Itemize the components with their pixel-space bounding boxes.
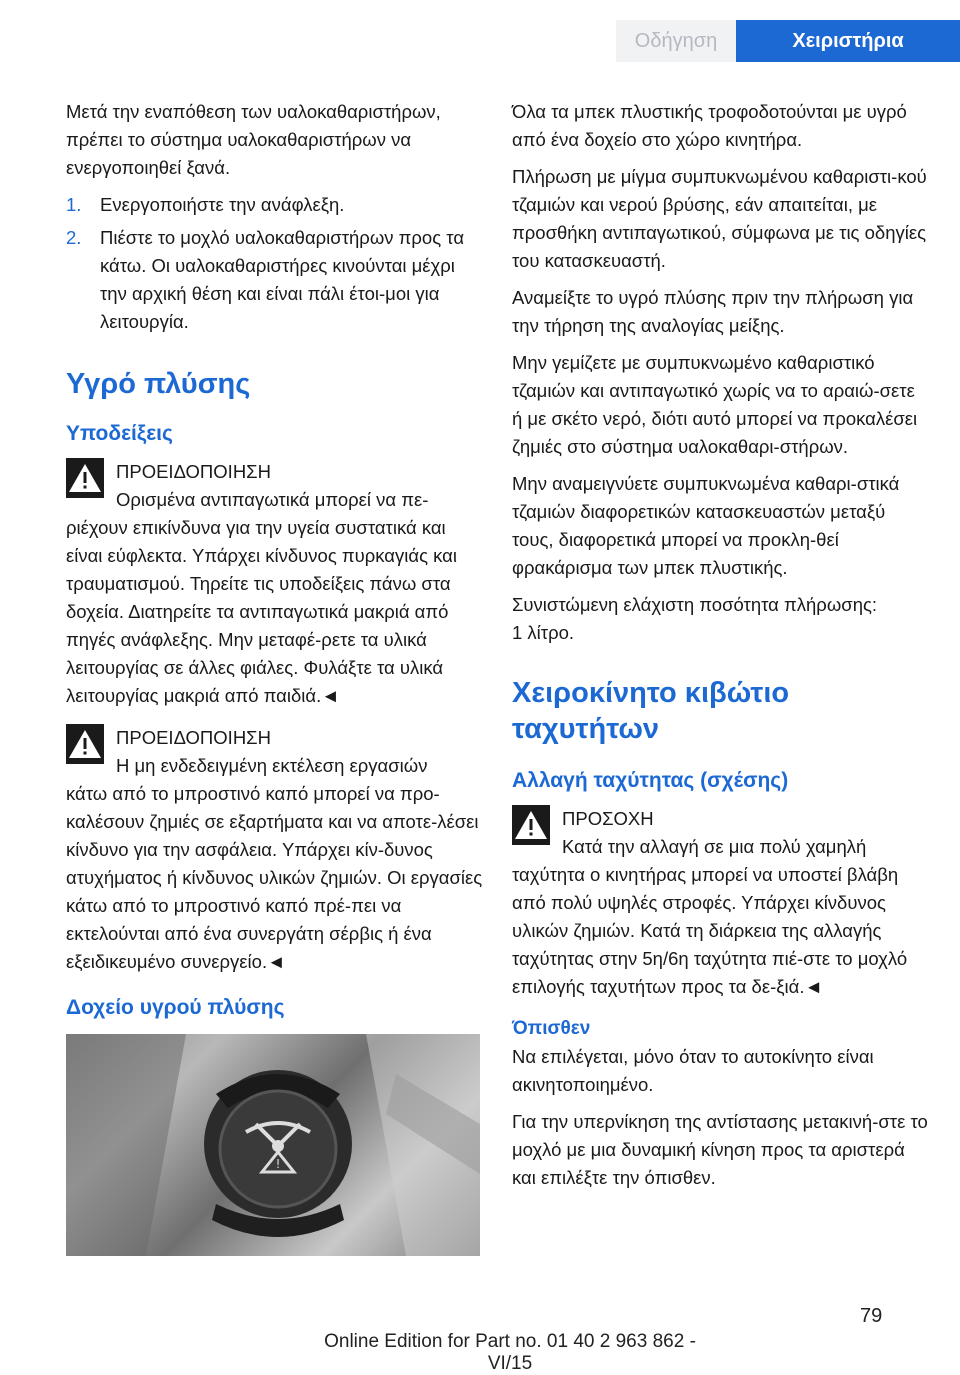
warning-first-line: Η μη ενδεδειγμένη εκτέλεση εργασιών (116, 755, 428, 776)
warning-notice (66, 724, 484, 976)
svg-text:!: ! (275, 1157, 281, 1171)
warning-triangle-icon (66, 458, 104, 498)
subheading-reverse: Όπισθεν (512, 1018, 591, 1039)
step-number: 1. (66, 194, 82, 215)
min-fill-paragraph (512, 591, 930, 647)
subheading-gear-change: Αλλαγή ταχύτητας (σχέσης) (512, 769, 789, 792)
step-text: Ενεργοποιήστε την ανάφλεξη. (100, 194, 345, 215)
min-fill-label: Συνιστώμενη ελάχιστη ποσότητα πλήρωσης: (512, 594, 878, 615)
chapter-tabs (616, 20, 960, 62)
caution-title: ΠΡΟΣΟΧΗ (562, 808, 654, 829)
paragraph: Για την υπερνίκηση της αντίστασης μετακινή-στε το μοχλό με μια δυναμική κίνηση προς τα αριστερά και επιλέξτε την όπισθεν. (512, 1111, 928, 1188)
paragraph: Να επιλέγεται, μόνο όταν το αυτοκίνητο είναι ακινητοποιημένο. (512, 1046, 874, 1095)
caution-notice (512, 805, 930, 1001)
paragraph: Πλήρωση με μίγμα συμπυκνωμένου καθαριστι-κού τζαμιών και νερού βρύσης, εάν απαιτείται, με προσθήκη αντιπαγωτικού, σύμφωνα με τις οδηγίες του κατασκευαστή. (512, 166, 927, 271)
paragraph: Όλα τα μπεκ πλυστικής τροφοδοτούνται με υγρό από ένα δοχείο στο χώρο κινητήρα. (512, 101, 907, 150)
warning-first-line: Ορισμένα αντιπαγωτικά μπορεί να πε- (116, 489, 429, 510)
warning-notice (66, 458, 484, 710)
caution-first-line: Κατά την αλλαγή σε μια πολύ χαμηλή (562, 836, 867, 857)
warning-title: ΠΡΟΕΙΔΟΠΟΙΗΣΗ (116, 727, 271, 748)
washer-tank-photo (66, 1034, 480, 1256)
subheading-hints: Υποδείξεις (66, 422, 173, 445)
subheading-washer-tank: Δοχείο υγρού πλύσης (66, 996, 285, 1019)
section-title-manual-gearbox: Χειροκίνητο κιβώτιο ταχυτήτων (512, 677, 790, 745)
warning-body: ριέχουν επικίνδυνα για την υγεία συστατικά και είναι εύφλεκτα. Υπάρχει κίνδυνος πυρκαγιάς και τραυματισμού. Τηρείτε τις υποδείξεις πάνω στα δοχεία. Διατηρείτε τα αντιπαγωτικά μακριά από πηγές ανάφλεξης. Μην μεταφέ-ρετε τα υλικά λειτουργίας σε άλλες φιάλες. Φυλάξτε τα υλικά λειτουργίας μακριά από παιδιά.◄ (66, 517, 457, 706)
left-column (66, 98, 484, 1256)
paragraph: Μην αναμειγνύετε συμπυκνωμένα καθαρι-στικά τζαμιών διαφορετικών κατασκευαστών μεταξύ τους, διαφορετικά μπορεί να προκλη-θεί φρακάρισμα των μπεκ πλυστικής. (512, 473, 900, 578)
right-column (512, 98, 930, 1201)
paragraph: Μην γεμίζετε με συμπυκνωμένο καθαριστικό τζαμιών και αντιπαγωτικό χωρίς να το αραιώ-σετε ή με σκέτο νερό, διότι αυτό μπορεί να προκαλέσει ζημιές στο σύστημα υαλοκαθαρι-στήρων. (512, 352, 918, 457)
tab-controls[interactable]: Χειριστήρια (736, 20, 960, 62)
section-title-washer-fluid: Υγρό πλύσης (66, 368, 251, 400)
caution-body: ταχύτητα ο κινητήρας μπορεί να υποστεί βλάβη από πολύ υψηλές στροφές. Υπάρχει κίνδυνος υλικών ζημιών. Κατά τη διάρκεια της αλλαγής ταχύτητας στην 5η/6η ταχύτητα πιέ-στε το μοχλό επιλογής ταχυτήτων προς τα δε-ξιά.◄ (512, 864, 908, 997)
warning-triangle-icon (66, 724, 104, 764)
step-text: Πιέστε το μοχλό υαλοκαθαριστήρων προς τα κάτω. Οι υαλοκαθαριστήρες κινούνται μέχρι την αρχική θέση και είναι πάλι έτοι-μοι για λειτουργία. (100, 227, 465, 332)
step-number: 2. (66, 227, 82, 248)
min-fill-value: 1 λίτρο. (512, 622, 575, 643)
page-number: 79 (860, 1305, 883, 1327)
list-item (66, 191, 484, 219)
edition-footer: Online Edition for Part no. 01 40 2 963 862 - VI/15 (324, 1331, 696, 1374)
intro-paragraph: Μετά την εναπόθεση των υαλοκαθαριστήρων, πρέπει το σύστημα υαλοκαθαριστήρων να ενεργοποιηθεί ξανά. (66, 101, 441, 178)
paragraph: Αναμείξτε το υγρό πλύσης πριν την πλήρωση για την τήρηση της αναλογίας μείξης. (512, 287, 914, 336)
tab-driving[interactable]: Οδήγηση (616, 20, 736, 62)
caution-triangle-icon (512, 805, 550, 845)
warning-body: κάτω από το μπροστινό καπό μπορεί να προ-καλέσουν ζημιές σε εξαρτήματα και να αποτε-λέσει κίνδυνο για την ασφάλεια. Υπάρχει κίν-δυνος ατυχήματος ή κίνδυνος υλικών ζημιών. Οι εργασίες κάτω από το μπροστινό καπό πρέ-πει να εκτελούνται από ένα συνεργάτη σέρβις ή ένα εξειδικευμένο συνεργείο.◄ (66, 783, 483, 972)
step-list (66, 191, 484, 336)
list-item (66, 224, 484, 336)
warning-title: ΠΡΟΕΙΔΟΠΟΙΗΣΗ (116, 461, 271, 482)
